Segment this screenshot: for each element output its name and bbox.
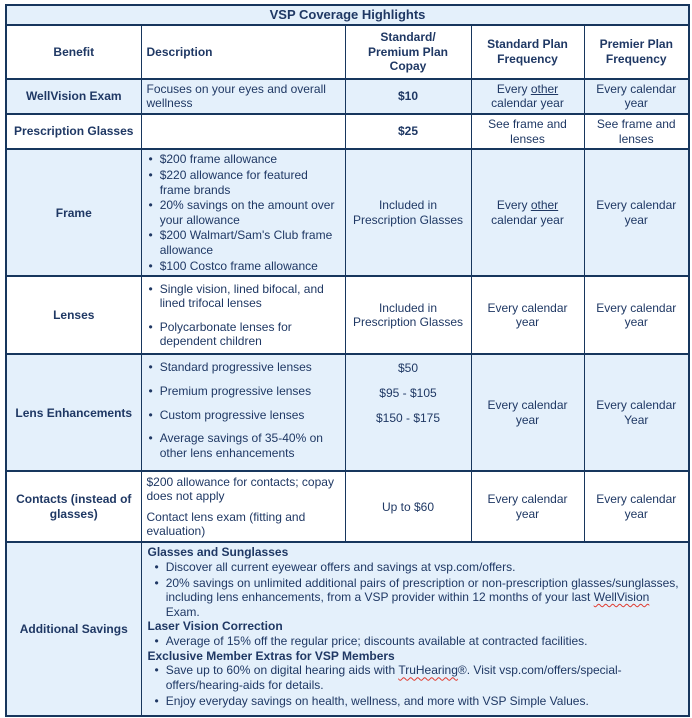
spellcheck-word: WellVision [593,590,650,605]
bullet-item [155,560,683,575]
coverage-table [5,4,690,717]
copay-header-line: Premium Plan [367,44,449,59]
copay-value: $150 - $175 [375,410,441,425]
col-header-benefit: Benefit [6,25,141,79]
bullet-item [149,228,340,257]
bullet-text: • Single vision, lined bifocal, and lined trifocal lenses [159,281,324,311]
bullet-text-segment: Exam. [165,604,200,619]
benefit-cell: Prescription Glasses [6,114,141,149]
premier-frequency-cell: Every calendar year [584,149,689,276]
bullet-item [149,408,340,423]
col-header-standard-frequency: Standard Plan Frequency [471,25,584,79]
section-heading: Exclusive Member Extras for VSP Members [147,648,395,663]
table-title: VSP Coverage Highlights [6,5,689,25]
bullet-text: • Average savings of 35-40% on other lens enhancements [159,431,323,460]
benefit-cell: Frame [6,149,141,276]
copay-value: $95 - $105 [379,385,437,400]
bullet-text: • $220 allowance for featured frame brands [159,167,308,197]
bullet-text: • Discover all current eyewear offers and savings at vsp.com/offers. [165,559,516,574]
row-prescription-glasses [6,114,689,149]
copay-header-line: Copay [389,59,427,74]
bullet-item [149,282,340,311]
premier-frequency-cell: See frame and lenses [584,114,689,149]
bullet-item [149,152,340,167]
bullet-text: • Enjoy everyday savings on health, wellness, and more with VSP Simple Values. [165,693,589,708]
copay-cell: Up to $60 [345,471,471,542]
bullet-text: • Polycarbonate lenses for dependent children [159,319,292,349]
row-lens-enhancements [6,354,689,471]
bullet-text [166,663,682,692]
col-header-description: Description [141,25,345,79]
bullet-text: • $200 Walmart/Sam's Club frame allowance [159,228,333,258]
description-paragraph: Contact lens exam (fitting and evaluation) [146,509,306,539]
bullet-text-segment: Save up to 60% on digital hearing aids with [165,663,399,678]
bullet-text: • Average of 15% off the regular price; discounts available at contracted facilities. [165,634,588,649]
frequency-underlined-word: other [530,198,559,213]
benefit-cell: Lens Enhancements [6,354,141,471]
frequency-text: calendar year [491,96,564,111]
description-cell [141,149,345,276]
standard-frequency-cell: See frame and lenses [471,114,584,149]
bullet-item [149,198,340,227]
bullet-text: • Custom progressive lenses [159,407,305,422]
premier-frequency-cell: Every calendar year [584,276,689,354]
additional-savings-cell [141,542,689,716]
description-cell [141,471,345,542]
standard-frequency-cell [471,79,584,114]
bullet-item [149,384,340,399]
bullet-item [155,576,683,620]
description-cell [141,354,345,471]
frequency-text: calendar year [491,212,564,227]
bullet-item [155,663,683,692]
bullet-item [155,634,683,649]
section-heading: Laser Vision Correction [147,619,283,634]
bullet-text: • 20% savings on the amount over your allowance [159,198,335,227]
bullet-text: • Premium progressive lenses [159,383,312,398]
bullet-item [149,320,340,349]
row-contacts [6,471,689,542]
description-cell [141,276,345,354]
benefit-cell: WellVision Exam [6,79,141,114]
copay-cell: $10 [345,79,471,114]
copay-value: $50 [397,361,419,376]
col-header-premier-frequency: Premier Plan Frequency [584,25,689,79]
copay-header-line: Standard/ [380,29,436,44]
description-paragraph: $200 allowance for contacts; copay does not apply [146,474,334,504]
standard-frequency-cell: Every calendar year [471,354,584,471]
description-cell [141,114,345,149]
frequency-underlined-word: other [530,81,559,96]
bullet-text: • $200 frame allowance [159,152,278,167]
copay-cell: $25 [345,114,471,149]
premier-frequency-cell: Every calendar year [584,471,689,542]
bullet-text: • $100 Costco frame allowance [159,258,318,273]
premier-frequency-cell: Every calendar year [584,79,689,114]
row-frame [6,149,689,276]
bullet-item [155,694,683,709]
spellcheck-word: TruHearing [398,663,458,678]
standard-frequency-cell: Every calendar year [471,471,584,542]
standard-frequency-cell [471,149,584,276]
copay-cell: Included in Prescription Glasses [345,276,471,354]
bullet-item [149,431,340,460]
description-cell: Focuses on your eyes and overall wellness [141,79,345,114]
col-header-copay [345,25,471,79]
frequency-text: Every [496,81,531,96]
row-additional-savings [6,542,689,716]
bullet-item [149,259,340,274]
bullet-text: • Standard progressive lenses [159,360,312,375]
benefit-cell: Additional Savings [6,542,141,716]
standard-frequency-cell: Every calendar year [471,276,584,354]
section-heading: Glasses and Sunglasses [147,545,289,560]
copay-cell [345,354,471,471]
bullet-item [149,360,340,375]
bullet-item [149,168,340,197]
row-lenses [6,276,689,354]
bullet-text-segment: 20% savings on unlimited additional pairs of prescription or non-prescription glasses/sunglasses, including lens enhancements, from a VSP provider within 12 months of your last [165,575,679,605]
row-wellvision-exam [6,79,689,114]
bullet-text-segment: ®. Visit vsp.com/offers/special-offers/hearing-aids for details. [165,663,622,692]
bullet-text [166,576,682,620]
benefit-cell: Contacts (instead of glasses) [6,471,141,542]
table-title-row [6,5,689,25]
premier-frequency-cell: Every calendar Year [584,354,689,471]
benefit-cell: Lenses [6,276,141,354]
frequency-text: Every [496,198,531,213]
column-header-row [6,25,689,79]
copay-cell: Included in Prescription Glasses [345,149,471,276]
